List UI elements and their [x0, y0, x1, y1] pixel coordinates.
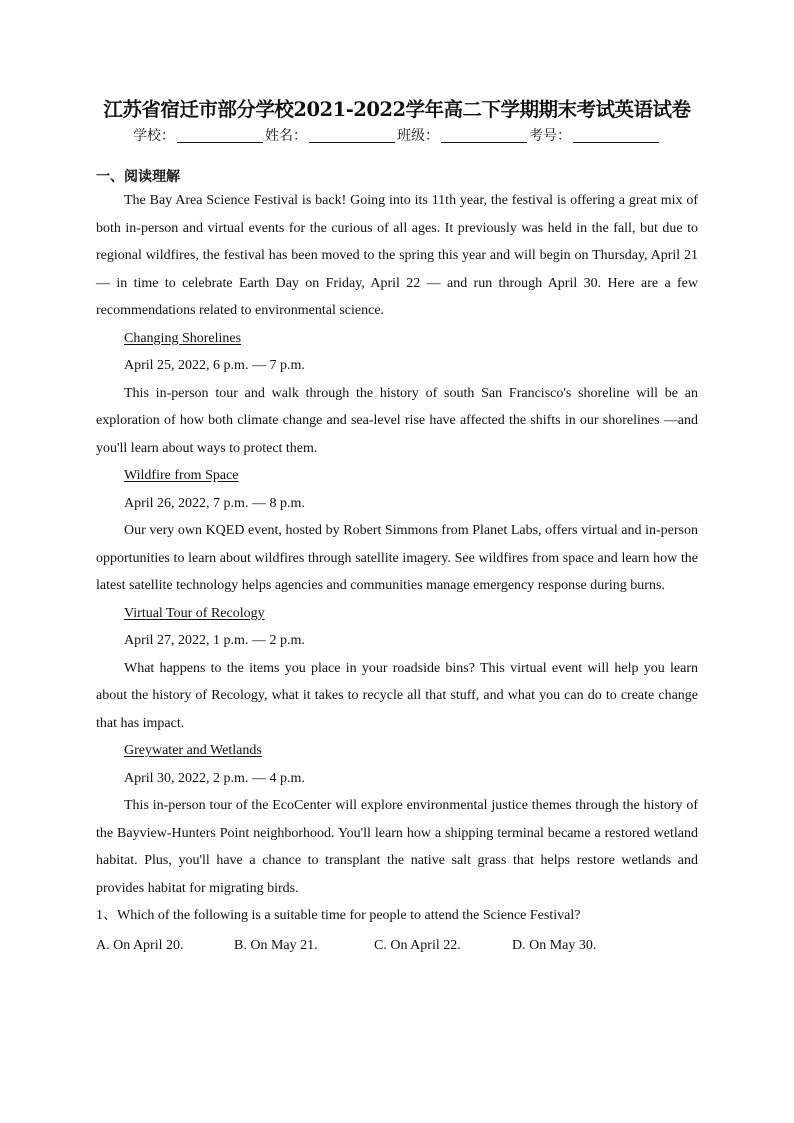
event-time: April 30, 2022, 2 p.m. — 4 p.m.: [124, 770, 305, 786]
number-blank[interactable]: [573, 128, 659, 143]
answer-options: [96, 932, 698, 960]
event-time: April 26, 2022, 7 p.m. — 8 p.m.: [124, 495, 305, 511]
option-d[interactable]: D. On May 30.: [512, 937, 597, 953]
event-time: April 27, 2022, 1 p.m. — 2 p.m.: [124, 633, 305, 648]
name-blank[interactable]: [309, 128, 395, 143]
event-description: This in-person tour of the EcoCenter will explore environmental justice themes through the history of the Bayview-Hunters Point neighborhood. You'll learn how a shipping terminal became a restored wetland habitat. Plus, you'll have a chance to transplant the native salt grass that helps restore wetlands and provides habitat for migrating birds.: [96, 798, 698, 896]
page-title: 江苏省宿迁市部分学校2021-2022学年高二下学期期末考试英语试卷: [103, 98, 691, 121]
event-description: What happens to the items you place in your roadside bins? This virtual event will help you learn about the history of Recology, what it takes to recycle all that stuff, and what you can do to create change that has impact.: [96, 660, 698, 731]
school-blank[interactable]: [177, 128, 263, 143]
school-label: 学校：: [133, 128, 175, 144]
event-title: Wildfire from Space: [124, 468, 239, 483]
class-label: 班级：: [397, 128, 439, 144]
exam-page: [96, 96, 698, 959]
name-label: 姓名：: [265, 128, 307, 144]
event-title: Virtual Tour of Recology: [124, 605, 265, 621]
class-blank[interactable]: [441, 128, 527, 143]
event-time: April 25, 2022, 6 p.m. — 7 p.m.: [124, 358, 305, 373]
section-title: 一、阅读理解: [96, 169, 180, 185]
question-text: 1、Which of the following is a suitable time for people to attend the Science Festival?: [96, 908, 581, 923]
option-b[interactable]: B. On May 21.: [234, 937, 318, 953]
student-info-line: [96, 125, 698, 147]
number-label: 考号：: [529, 128, 571, 144]
event-description: Our very own KQED event, hosted by Robert Simmons from Planet Labs, offers virtual and in-person opportunities to learn about wildfires through satellite imagery. See wildfires from space and learn how the latest satellite technology helps agencies and communities manage emergency response during burns.: [96, 523, 698, 593]
event-title: Greywater and Wetlands: [124, 743, 262, 758]
event-title: Changing Shorelines: [124, 330, 242, 346]
option-a[interactable]: A. On April 20.: [96, 937, 184, 953]
option-c[interactable]: C. On April 22.: [374, 937, 461, 953]
event-description: This in-person tour and walk through the history of south San Francisco's shoreline will be an exploration of how both climate change and sea-level rise have affected the shifts in our shorelines —and you'll learn about ways to protect them.: [96, 385, 698, 456]
passage-intro: The Bay Area Science Festival is back! Going into its 11th year, the festival is offering a great mix of both in-person and virtual events for the curious of all ages. It previously was held in the fall, but due to regional wildfires, the festival has been moved to the spring this year and will begin on Thursday, April 21 — in time to celebrate Earth Day on Friday, April 22 — and run through April 30. Here are a few recommendations related to environmental science.: [96, 193, 698, 318]
